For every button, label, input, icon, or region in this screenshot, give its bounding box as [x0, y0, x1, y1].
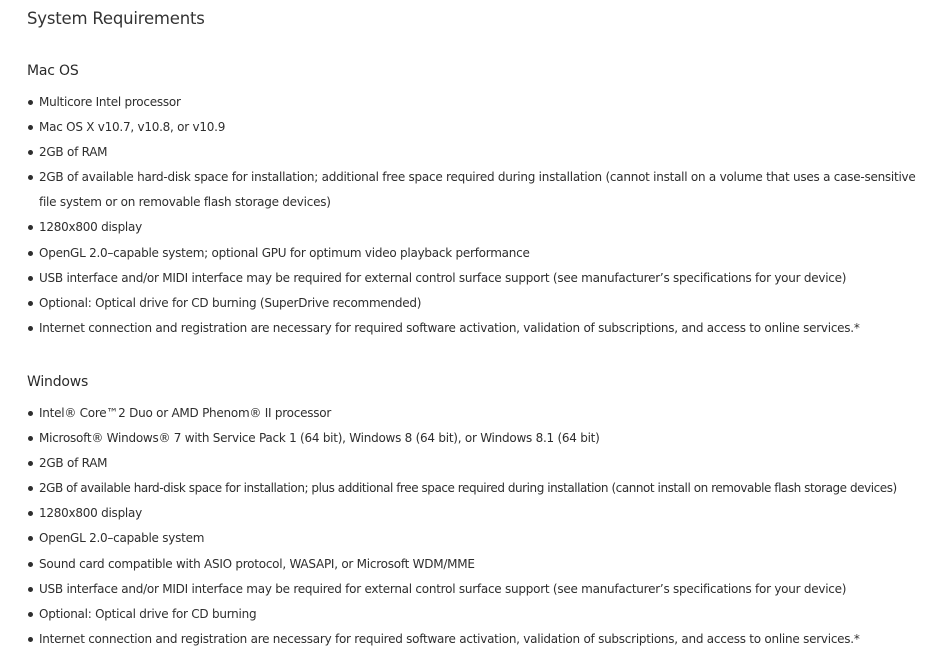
requirement-text: Multicore Intel processor — [39, 95, 181, 109]
requirement-text: USB interface and/or MIDI interface may be required for external control surface support (see manufacturer’s specifications for your device) — [39, 581, 847, 596]
list-item — [0, 140, 932, 165]
list-item — [0, 241, 932, 266]
bullet-icon — [28, 150, 33, 155]
list-item — [0, 90, 932, 115]
requirement-text: 2GB of RAM — [39, 456, 108, 471]
page-title: System Requirements — [27, 9, 205, 28]
requirement-text: Optional: Optical drive for CD burning (SuperDrive recommended) — [39, 295, 422, 310]
windows-section-title: Windows — [27, 374, 89, 390]
requirement-text: 1280x800 display — [39, 506, 142, 521]
list-item — [0, 476, 932, 501]
requirement-text: OpenGL 2.0–capable system; optional GPU for optimum video playback performance — [39, 245, 530, 260]
bullet-icon — [28, 612, 33, 617]
bullet-icon — [28, 536, 33, 541]
bullet-icon — [28, 562, 33, 567]
list-item — [0, 426, 932, 451]
list-item — [0, 401, 932, 426]
bullet-icon — [28, 301, 33, 306]
bullet-icon — [28, 637, 33, 642]
list-item — [0, 602, 932, 627]
mac-requirements-list — [0, 90, 932, 341]
list-item — [0, 501, 932, 526]
list-item — [0, 526, 932, 551]
requirement-text: 2GB of available hard-disk space for installation; plus additional free space required during installation (cannot install on removable flash storage devices) — [39, 481, 897, 496]
list-item — [0, 165, 932, 215]
bullet-icon — [28, 100, 33, 105]
bullet-icon — [28, 486, 33, 491]
bullet-icon — [28, 225, 33, 230]
windows-requirements-list — [0, 401, 932, 652]
list-item — [0, 552, 932, 577]
list-item — [0, 291, 932, 316]
requirement-text: Sound card compatible with ASIO protocol, WASAPI, or Microsoft WDM/MME — [39, 556, 475, 571]
bullet-icon — [28, 125, 33, 130]
requirement-text: Internet connection and registration are necessary for required software activation, validation of subscriptions, and access to online services.* — [39, 320, 860, 335]
requirement-text: Microsoft® Windows® 7 with Service Pack 1 (64 bit), Windows 8 (64 bit), or Windows 8.1 (64 bit) — [39, 431, 600, 446]
requirement-text: USB interface and/or MIDI interface may be required for external control surface support (see manufacturer’s specifications for your device) — [39, 270, 847, 285]
requirement-text: 1280x800 display — [39, 220, 142, 235]
requirement-text: 2GB of RAM — [39, 145, 108, 160]
list-item — [0, 451, 932, 476]
bullet-icon — [28, 175, 33, 180]
list-item — [0, 215, 932, 240]
requirement-text: Optional: Optical drive for CD burning — [39, 606, 257, 621]
bullet-icon — [28, 411, 33, 416]
list-item — [0, 627, 932, 652]
requirement-text: 2GB of available hard-disk space for installation; additional free space required during installation (cannot install on a volume that uses a case-sensitive file system or on removable flash storage devices) — [39, 170, 916, 210]
list-item — [0, 266, 932, 291]
requirement-text: Mac OS X v10.7, v10.8, or v10.9 — [39, 120, 226, 135]
mac-section-title: Mac OS — [27, 63, 79, 79]
requirement-text: Internet connection and registration are necessary for required software activation, validation of subscriptions, and access to online services.* — [39, 631, 860, 646]
list-item — [0, 577, 932, 602]
bullet-icon — [28, 461, 33, 466]
bullet-icon — [28, 511, 33, 516]
list-item — [0, 316, 932, 341]
bullet-icon — [28, 276, 33, 281]
bullet-icon — [28, 326, 33, 331]
requirement-text: OpenGL 2.0–capable system — [39, 531, 205, 546]
bullet-icon — [28, 436, 33, 441]
bullet-icon — [28, 587, 33, 592]
list-item — [0, 115, 932, 140]
requirement-text: Intel® Core™2 Duo or AMD Phenom® II processor — [39, 406, 332, 420]
bullet-icon — [28, 251, 33, 256]
